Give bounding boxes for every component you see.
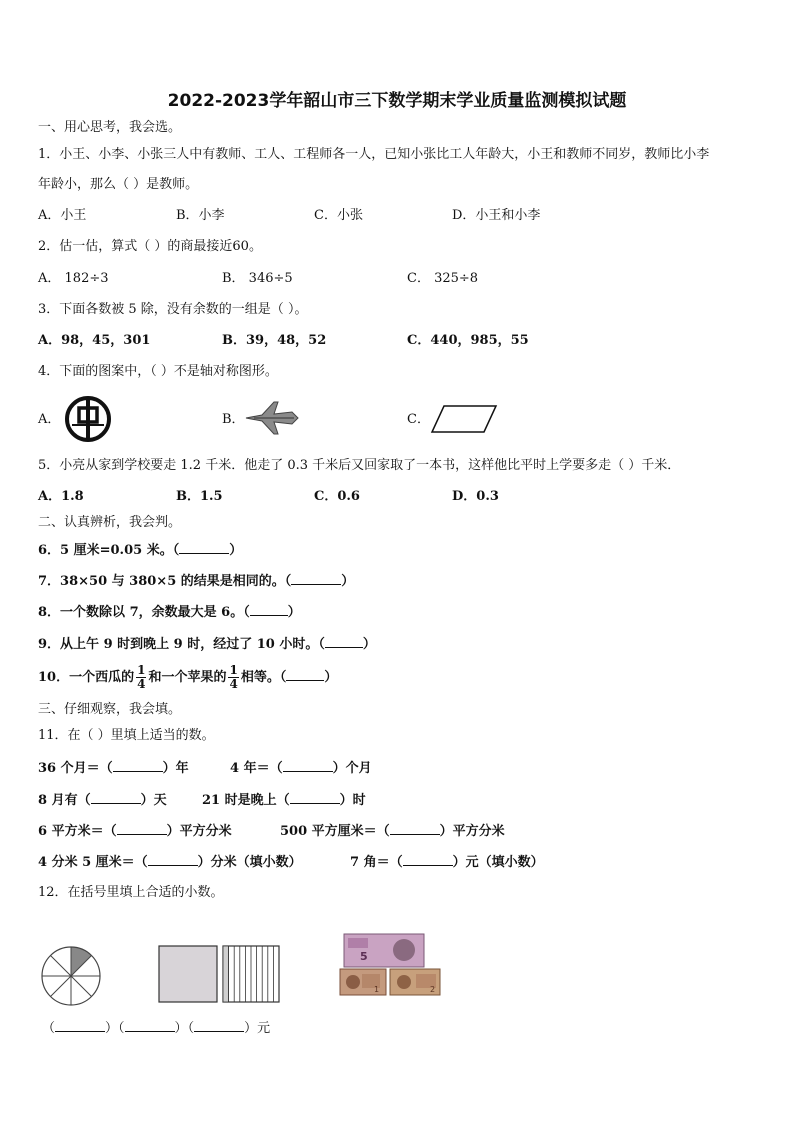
q7-close: ） <box>341 574 355 589</box>
q2-option-b[interactable]: B． 346÷5 <box>222 271 293 286</box>
q10-post: 相等。（ <box>240 670 287 685</box>
q5-option-b[interactable]: B．1.5 <box>176 489 223 504</box>
q6-row <box>38 540 242 560</box>
q4-option-c[interactable]: C． <box>407 412 430 427</box>
q1-option-c[interactable]: C．小张 <box>314 208 363 223</box>
fighter-jet-icon <box>244 398 300 438</box>
fraction-quarter-2: $\frac{1}{4}$ <box>229 663 238 691</box>
tenths-bar-diagram <box>222 945 280 1003</box>
section-3-heading: 三、仔细观察，我会填。 <box>38 702 182 717</box>
q8-answer-blank[interactable] <box>250 602 288 616</box>
q10-close: ） <box>324 670 338 685</box>
banknote-1-label: 1 <box>374 985 380 994</box>
q11-row4b: 7 角＝（ ）元（填小数） <box>350 852 544 872</box>
q9-close: ） <box>362 637 376 652</box>
q11-blank-7[interactable] <box>148 852 198 866</box>
q4-text: 4．下面的图案中，（ ）不是轴对称图形。 <box>38 364 278 379</box>
page-title: 2022-2023学年韶山市三下数学期末学业质量监测模拟试题 <box>167 91 627 111</box>
q5-option-a[interactable]: A．1.8 <box>38 489 84 504</box>
q1-option-a[interactable]: A．小王 <box>38 208 87 223</box>
q2-option-a[interactable]: A． 182÷3 <box>38 271 109 286</box>
q11-blank-3[interactable] <box>91 790 141 804</box>
q11-blank-2[interactable] <box>283 758 333 772</box>
q5-text: 5．小亮从家到学校要走 1.2 千米．他走了 0.3 千米后又回家取了一本书，这样他比平时上学要多走（ ）千米． <box>38 458 681 473</box>
q12-blank-3[interactable] <box>194 1018 244 1032</box>
q11-blank-4[interactable] <box>290 790 340 804</box>
q5-option-c[interactable]: C．0.6 <box>314 489 360 504</box>
q11-row3a: 6 平方米＝（ ）平方分米 <box>38 821 232 841</box>
q6-close: ） <box>229 543 243 558</box>
q11-text: 11．在（ ）里填上适当的数。 <box>38 728 215 743</box>
q2-option-c[interactable]: C． 325÷8 <box>407 271 479 286</box>
banknote-5-label: 5 <box>360 950 368 963</box>
q11-row4a: 4 分米 5 厘米＝（ ）分米（填小数） <box>38 852 302 872</box>
q11-blank-5[interactable] <box>117 821 167 835</box>
shaded-square-diagram <box>158 945 218 1003</box>
q8-text: 8．一个数除以 7，余数最大是 6。（ <box>38 605 250 620</box>
q12-blank-1[interactable] <box>55 1018 105 1032</box>
q8-row <box>38 602 301 622</box>
q11-row3b: 500 平方厘米＝（ ）平方分米 <box>280 821 505 841</box>
q6-text: 6．5 厘米=0.05 米。（ <box>38 543 180 558</box>
q6-answer-blank[interactable] <box>179 540 229 554</box>
banknotes-image <box>338 932 442 998</box>
q4-option-a[interactable]: A． <box>38 412 61 427</box>
q12-blank-2[interactable] <box>125 1018 175 1032</box>
q8-close: ） <box>287 605 301 620</box>
q1-text-line2: 年龄小，那么（ ）是教师。 <box>38 177 199 192</box>
banknote-2-label: 2 <box>430 985 436 994</box>
q4-option-b[interactable]: B． <box>222 412 245 427</box>
q10-answer-blank[interactable] <box>286 667 324 681</box>
parallelogram-icon <box>430 404 498 434</box>
bank-logo-icon <box>62 395 114 443</box>
section-1-heading: 一、用心思考，我会选。 <box>38 120 182 135</box>
q1-option-d[interactable]: D．小王和小李 <box>452 208 541 223</box>
fraction-quarter: $\frac{1}{4}$ <box>137 663 146 691</box>
q3-option-b[interactable]: B．39，48，52 <box>222 333 327 348</box>
q12-answer-row: （ ）（ ）（ ）元 <box>42 1018 270 1038</box>
q3-option-a[interactable]: A．98，45，301 <box>38 333 151 348</box>
q3-text: 3．下面各数被 5 除，没有余数的一组是（ ）。 <box>38 302 308 317</box>
q2-text: 2．估一估，算式（ ）的商最接近60。 <box>38 239 262 254</box>
q1-option-b[interactable]: B．小李 <box>176 208 225 223</box>
q3-option-c[interactable]: C．440，985，55 <box>407 333 529 348</box>
q11-row2b: 21 时是晚上（ ）时 <box>202 790 366 810</box>
circle-eighths-diagram <box>40 945 102 1007</box>
q11-blank-8[interactable] <box>403 852 453 866</box>
q5-option-d[interactable]: D．0.3 <box>452 489 499 504</box>
q7-row <box>38 571 354 591</box>
q10-mid: 和一个苹果的 <box>148 670 227 685</box>
q9-answer-blank[interactable] <box>325 634 363 648</box>
q12-text: 12．在括号里填上合适的小数。 <box>38 885 224 900</box>
q11-row2a: 8 月有（ ）天 <box>38 790 167 810</box>
section-2-heading: 二、认真辨析，我会判。 <box>38 515 182 530</box>
q7-answer-blank[interactable] <box>291 571 341 585</box>
q9-text: 9．从上午 9 时到晚上 9 时，经过了 10 小时。（ <box>38 637 325 652</box>
q11-row1a: 36 个月＝（ ）年 <box>38 758 189 778</box>
q9-row <box>38 634 376 654</box>
q11-blank-6[interactable] <box>390 821 440 835</box>
q1-text-line1: 1．小王、小李、小张三人中有教师、工人、工程师各一人，已知小张比工人年龄大，小王和教师不同岁，教师比小李 <box>38 147 710 162</box>
q10-row <box>38 662 337 694</box>
q7-text: 7．38×50 与 380×5 的结果是相同的。（ <box>38 574 292 589</box>
q10-text: 10．一个西瓜的 <box>38 670 135 685</box>
q11-row1b: 4 年＝（ ）个月 <box>230 758 372 778</box>
q11-blank-1[interactable] <box>113 758 163 772</box>
